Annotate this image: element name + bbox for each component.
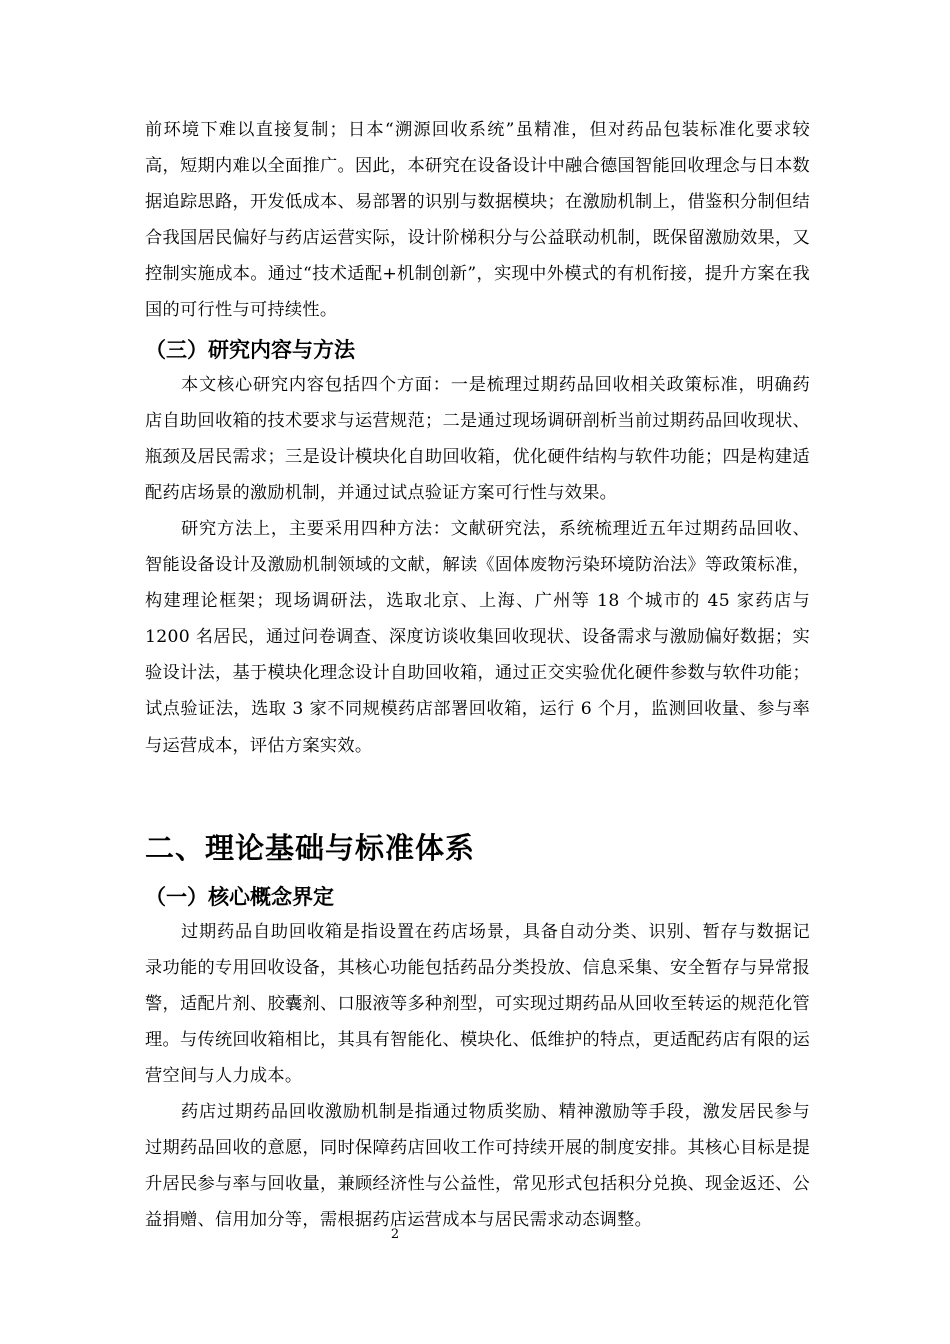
intro-paragraph: 前环境下难以直接复制；日本“溯源回收系统”虽精准，但对药品包装标准化要求较高，短期内难以全面推广。因此，本研究在设备设计中融合德国智能回收理念与日本数据追踪思路，开发低成本、易部署的识别与数据模块；在激励机制上，借鉴积分制但结合我国居民偏好与药店运营实际，设计阶梯积分与公益联动机制，既保留激励效果，又控制实施成本。通过“技术适配+机制创新”，实现中外模式的有机衔接，提升方案在我国的可行性与可持续性。	[145, 120, 810, 321]
chapter-heading-theory: 二、理论基础与标准体系	[145, 830, 476, 865]
page-number: 2	[390, 1227, 400, 1242]
section-heading-core-concepts: （一）核心概念界定	[145, 884, 334, 909]
section-heading-research-content: （三）研究内容与方法	[145, 337, 355, 362]
research-content-paragraph: 本文核心研究内容包括四个方面：一是梳理过期药品回收相关政策标准，明确药店自助回收箱的技术要求与运营规范；二是通过现场调研剖析当前过期药品回收现状、瓶颈及居民需求；三是设计模块化自助回收箱，优化硬件结构与软件功能；四是构建适配药店场景的激励机制，并通过试点验证方案可行性与效果。	[145, 374, 810, 503]
concept-incentive-paragraph: 药店过期药品回收激励机制是指通过物质奖励、精神激励等手段，激发居民参与过期药品回收的意愿，同时保障药店回收工作可持续开展的制度安排。其核心目标是提升居民参与率与回收量，兼顾经济性与公益性，常见形式包括积分兑换、现金返还、公益捐赠、信用加分等，需根据药店运营成本与居民需求动态调整。	[145, 1102, 810, 1231]
concept-recycling-box-paragraph: 过期药品自助回收箱是指设置在药店场景，具备自动分类、识别、暂存与数据记录功能的专用回收设备，其核心功能包括药品分类投放、信息采集、安全暂存与异常报警，适配片剂、胶囊剂、口服液等多种剂型，可实现过期药品从回收至转运的规范化管理。与传统回收箱相比，其具有智能化、模块化、低维护的特点，更适配药店有限的运营空间与人力成本。	[145, 921, 810, 1086]
research-methods-paragraph: 研究方法上，主要采用四种方法：文献研究法，系统梳理近五年过期药品回收、智能设备设计及激励机制领域的文献，解读《固体废物污染环境防治法》等政策标准，构建理论框架；现场调研法，选取北京、上海、广州等 18 个城市的 45 家药店与 1200 名居民，通过问卷调查、深度访谈收集回收现状、设备需求与激励偏好数据；实验设计法，基于模块化理念设计自助回收箱，通过正交实验优化硬件参数与软件功能；试点验证法，选取 3 家不同规模药店部署回收箱，运行 6 个月，监测回收量、参与率与运营成本，评估方案实效。	[145, 518, 810, 756]
page-body	[145, 112, 810, 1238]
